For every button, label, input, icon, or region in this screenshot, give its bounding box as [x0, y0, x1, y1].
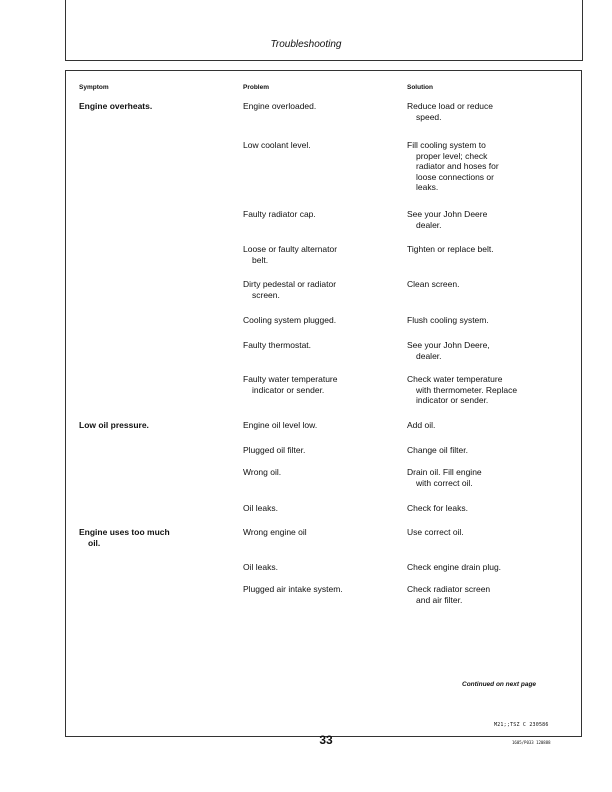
problem-cell [243, 209, 316, 220]
problem-cell [243, 140, 311, 151]
problem-cell [243, 527, 307, 538]
solution-cell [407, 209, 487, 230]
solution-text: Clean screen. [407, 279, 460, 289]
problem-text: Oil leaks. [243, 503, 278, 513]
problem-text: Cooling system plugged. [243, 315, 337, 325]
solution-text: proper level; check [416, 150, 488, 161]
problem-text: indicator or sender. [252, 384, 325, 395]
solution-text: Use correct oil. [407, 527, 464, 537]
solution-text: and air filter. [416, 594, 463, 605]
solution-cell [407, 584, 490, 605]
column-header-symptom: Symptom [79, 84, 109, 91]
solution-cell [407, 244, 494, 255]
solution-cell [407, 445, 468, 456]
solution-cell [407, 279, 459, 290]
symptom-text: Engine uses too much [79, 527, 170, 537]
solution-cell [407, 101, 493, 122]
symptom-cell [79, 420, 149, 431]
solution-text: See your John Deere [407, 209, 488, 219]
problem-text: Oil leaks. [243, 562, 278, 572]
solution-text: Check for leaks. [407, 503, 468, 513]
column-header-problem: Problem [243, 84, 270, 91]
solution-text: Check water temperature [407, 374, 503, 384]
solution-text: with thermometer. Replace [416, 384, 518, 395]
solution-cell [407, 340, 490, 361]
problem-cell [243, 467, 281, 478]
symptom-text: Engine overheats. [79, 101, 153, 111]
symptom-text: oil. [88, 537, 101, 548]
solution-text: Check radiator screen [407, 584, 491, 594]
problem-text: Wrong engine oil [243, 527, 307, 537]
symptom-text: Low oil pressure. [79, 420, 149, 430]
problem-text: Dirty pedestal or radiator [243, 279, 337, 289]
solution-text: dealer. [416, 219, 442, 230]
solution-text: Fill cooling system to [407, 140, 486, 150]
problem-text: Loose or faulty alternator [243, 244, 338, 254]
footer-code: 1605/P033 120888 [512, 740, 551, 745]
symptom-cell [79, 527, 170, 548]
problem-text: Engine overloaded. [243, 101, 317, 111]
solution-cell [407, 420, 435, 431]
problem-cell [243, 584, 343, 595]
symptom-cell [79, 101, 152, 112]
solution-text: Tighten or replace belt. [407, 244, 494, 254]
solution-cell [407, 374, 517, 406]
solution-cell [407, 467, 482, 488]
solution-text: loose connections or [416, 171, 494, 182]
solution-text: with correct oil. [416, 477, 473, 488]
solution-text: indicator or sender. [416, 395, 489, 405]
problem-text: Faulty thermostat. [243, 340, 312, 350]
problem-cell [243, 374, 337, 395]
solution-text: leaks. [416, 182, 439, 192]
solution-text: radiator and hoses for [416, 161, 499, 171]
problem-cell [243, 244, 337, 265]
problem-text: Wrong oil. [243, 467, 282, 477]
problem-cell [243, 420, 317, 431]
problem-text: screen. [252, 289, 280, 300]
problem-text: Plugged air intake system. [243, 584, 343, 594]
solution-text: See your John Deere, [407, 340, 490, 350]
solution-text: Reduce load or reduce [407, 101, 494, 111]
problem-text: Faulty radiator cap. [243, 209, 316, 219]
page-header-title: Troubleshooting [270, 39, 342, 50]
problem-cell [243, 101, 316, 112]
problem-text: Faulty water temperature [243, 374, 338, 384]
solution-text: speed. [416, 111, 442, 122]
header-rule-left [65, 0, 66, 61]
column-header-solution: Solution [407, 84, 433, 91]
document-code: M21;;TSZ C 230586 [494, 722, 549, 728]
problem-cell [243, 503, 278, 514]
solution-text: dealer. [416, 350, 442, 361]
header-rule-right [582, 0, 583, 61]
problem-cell [243, 445, 305, 456]
solution-cell [407, 503, 468, 514]
problem-text: belt. [252, 254, 269, 265]
solution-text: Change oil filter. [407, 445, 468, 455]
solution-text: Add oil. [407, 420, 436, 430]
solution-text: Drain oil. Fill engine [407, 467, 482, 477]
solution-cell [407, 315, 489, 326]
continued-note: Continued on next page [462, 681, 537, 688]
solution-cell [407, 140, 499, 193]
problem-cell [243, 340, 311, 351]
page-number: 33 [319, 733, 333, 747]
solution-cell [407, 527, 464, 538]
problem-text: Engine oil level low. [243, 420, 318, 430]
solution-text: Flush cooling system. [407, 315, 489, 325]
header-rule-bottom [65, 60, 583, 61]
problem-cell [243, 315, 336, 326]
problem-text: Plugged oil filter. [243, 445, 306, 455]
problem-cell [243, 279, 336, 300]
solution-text: Check engine drain plug. [407, 562, 502, 572]
problem-text: Low coolant level. [243, 140, 311, 150]
problem-cell [243, 562, 278, 573]
solution-cell [407, 562, 501, 573]
